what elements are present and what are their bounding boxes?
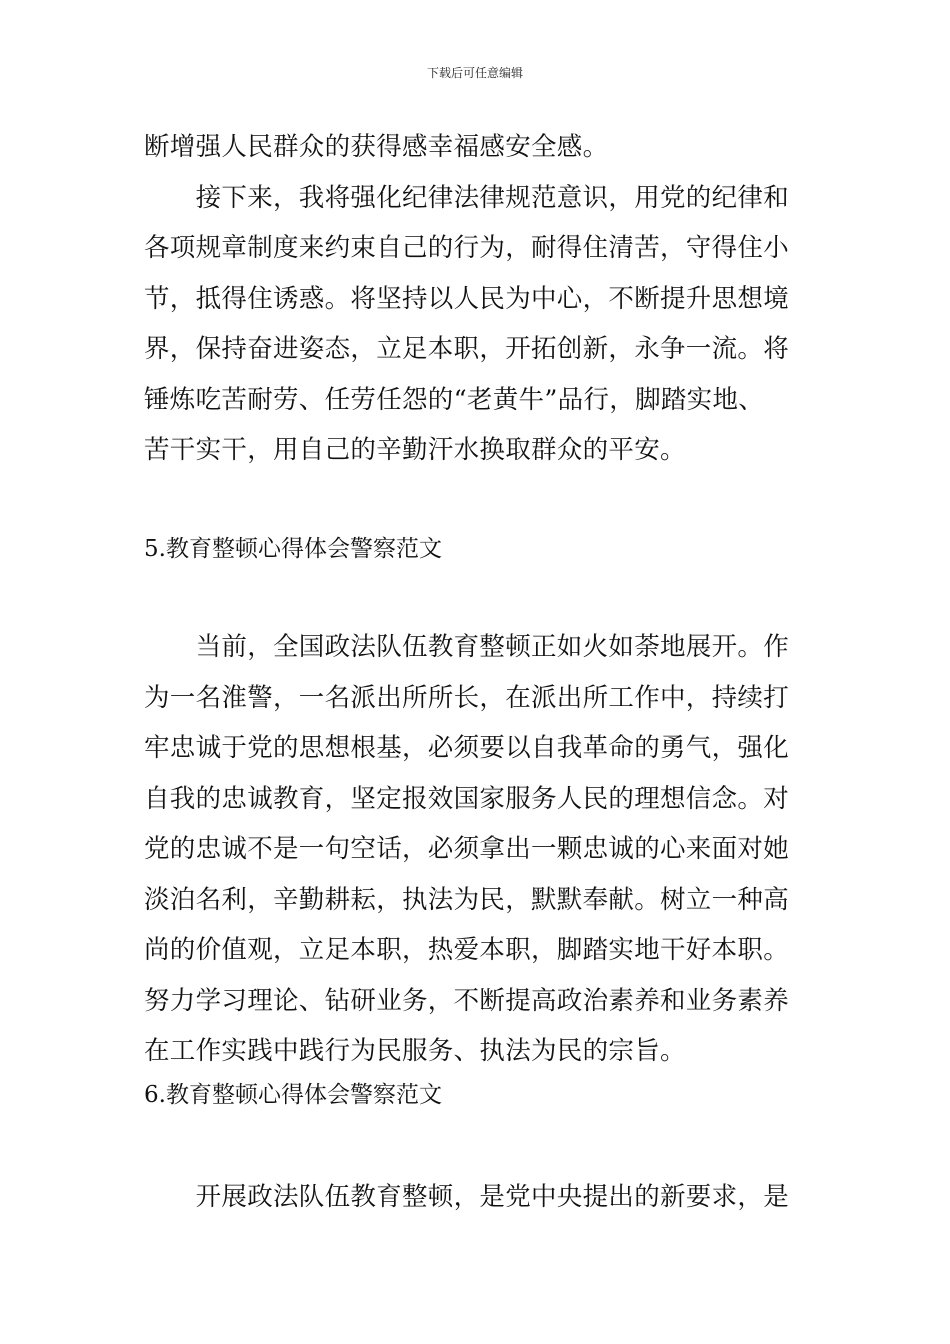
paragraph-line: 当前，全国政法队伍教育整顿正如火如荼地展开。作 (144, 632, 790, 662)
paragraph-line: 努力学习理论、钻研业务，不断提高政治素养和业务素养 (144, 986, 790, 1016)
paragraph-line: 界，保持奋进姿态，立足本职，开拓创新，永争一流。将 (144, 334, 790, 364)
section-heading-5: 5.教育整顿心得体会警察范文 (144, 536, 442, 562)
paragraph-line: 尚的价值观，立足本职，热爱本职，脚踏实地干好本职。 (144, 935, 790, 965)
paragraph-line: 牢忠诚于党的思想根基，必须要以自我革命的勇气，强化 (144, 733, 790, 763)
paragraph-line: 苦干实干，用自己的辛勤汗水换取群众的平安。 (144, 435, 686, 465)
paragraph-line: 开展政法队伍教育整顿，是党中央提出的新要求，是 (144, 1182, 790, 1212)
paragraph-line: 节，抵得住诱惑。将坚持以人民为中心，不断提升思想境 (144, 284, 790, 314)
section-heading-6: 6.教育整顿心得体会警察范文 (144, 1082, 442, 1108)
paragraph-line: 接下来，我将强化纪律法律规范意识，用党的纪律和 (144, 183, 790, 213)
paragraph-line: 淡泊名利，辛勤耕耘，执法为民，默默奉献。树立一种高 (144, 885, 790, 915)
paragraph-line: 在工作实践中践行为民服务、执法为民的宗旨。 (144, 1036, 686, 1066)
paragraph-line: 各项规章制度来约束自己的行为，耐得住清苦，守得住小 (144, 233, 790, 263)
paragraph-line: 党的忠诚不是一句空话，必须拿出一颗忠诚的心来面对她 (144, 834, 790, 864)
page-header: 下载后可任意编辑 (426, 66, 523, 80)
paragraph-line: 自我的忠诚教育，坚定报效国家服务人民的理想信念。对 (144, 784, 790, 814)
paragraph-line: 为一名淮警，一名派出所所长，在派出所工作中，持续打 (144, 683, 790, 713)
paragraph-line: 断增强人民群众的获得感幸福感安全感。 (144, 132, 609, 162)
paragraph-line: 锤炼吃苦耐劳、任劳任怨的“老黄牛”品行，脚踏实地、 (144, 385, 765, 415)
